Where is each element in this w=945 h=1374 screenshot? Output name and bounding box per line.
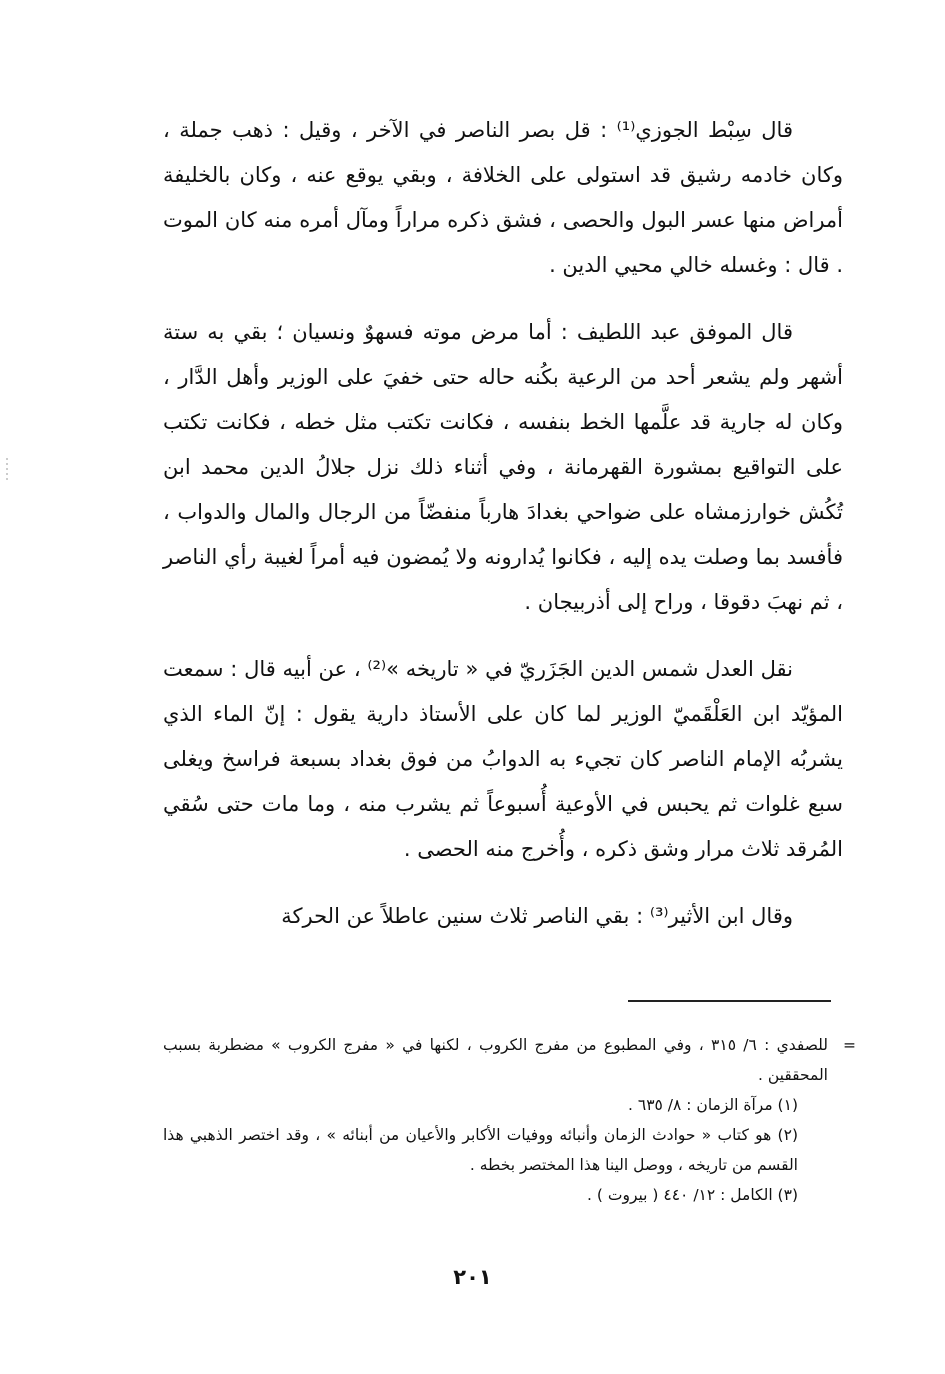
paragraph-2: قال الموفق عبد اللطيف : أما مرض موته فسهوٌ ونسيان ؛ بقي به ستة أشهر ولم يشعر أحد من الرعية بكُنه حاله حتى خفيَ على الوزير وأهل الدَّار ، وكان له جارية قد علَّمها الخط بنفسه ، فكانت تكتب مثل خطه ، فكانت تكتب على التواقيع بمشورة القهرمانة ، وفي أثناء ذلك نزل جلالُ الدين محمد ابن تُكُش خوارزمشاه على ضواحي بغدادَ هارباً منفضّاً من الرجال والمال والدواب ، فأفسد بما وصلت يده إليه ، فكانوا يُدارونه ولا يُمضون فيه أمراً لغيبة رأي الناصر ، ثم نهبَ دقوقا ، وراح إلى أذربيجان .	[163, 320, 843, 614]
footnote-separator	[628, 1000, 831, 1002]
footnote-continuation-text: للصفدي : ٦/ ٣١٥ ، وفي المطبوع من مفرج الكروب ، لكنها في « مفرج الكروب » مضطربة بسبب المحققين .	[163, 1036, 828, 1084]
continuation-marker: =	[843, 1036, 856, 1054]
paragraph-1: قال سِبْط الجوزي⁽¹⁾ : قل بصر الناصر في الآخر ، وقيل : ذهب جملة ، وكان خادمه رشيق قد استولى على الخلافة ، وبقي يوقع عنه ، وكان بالخليفة أمراض منها عسر البول والحصى ، فشق ذكره مراراً ومآل أمره منه كان الموت . قال : وغسله خالي محيي الدين .	[163, 118, 843, 277]
footnotes	[163, 1030, 856, 1210]
footnote-1: (١) مرآة الزمان : ٨/ ٦٣٥ .	[628, 1096, 798, 1114]
paragraph-3: نقل العدل شمس الدين الجَزَريّ في « تاريخه »⁽²⁾ ، عن أبيه قال : سمعت المؤيّد ابن العَلْقَميّ الوزير لما كان على الأستاذ دارية يقول : إنّ الماء الذي يشربُه الإمام الناصر كان تجيء به الدوابُ من فوق بغداد بسبعة فراسخ ويغلى سبع غلوات ثم يحبس في الأوعية أُسبوعاً ثم يشرب منه ، وما مات حتى سُقي المُرقد ثلاث مرار وشق ذكره ، وأُخرج منه الحصى .	[163, 657, 843, 861]
main-text	[163, 108, 843, 939]
page-number: ٢٠١	[453, 1265, 492, 1289]
paragraph-4: وقال ابن الأثير⁽³⁾ : بقي الناصر ثلاث سنين عاطلاً عن الحركة	[281, 904, 793, 928]
footnote-2: (٢) هو كتاب « حوادث الزمان وأنبائه ووفيات الأكابر والأعيان من أبنائه » ، وقد اختصر الذهبي هذا القسم من تاريخه ، ووصل الينا هذا المختصر بخطه .	[163, 1126, 798, 1174]
scan-speck	[6, 458, 8, 480]
footnote-3: (٣) الكامل : ١٢/ ٤٤٠ ( بيروت ) .	[587, 1186, 798, 1204]
footnote-continuation	[163, 1030, 856, 1090]
